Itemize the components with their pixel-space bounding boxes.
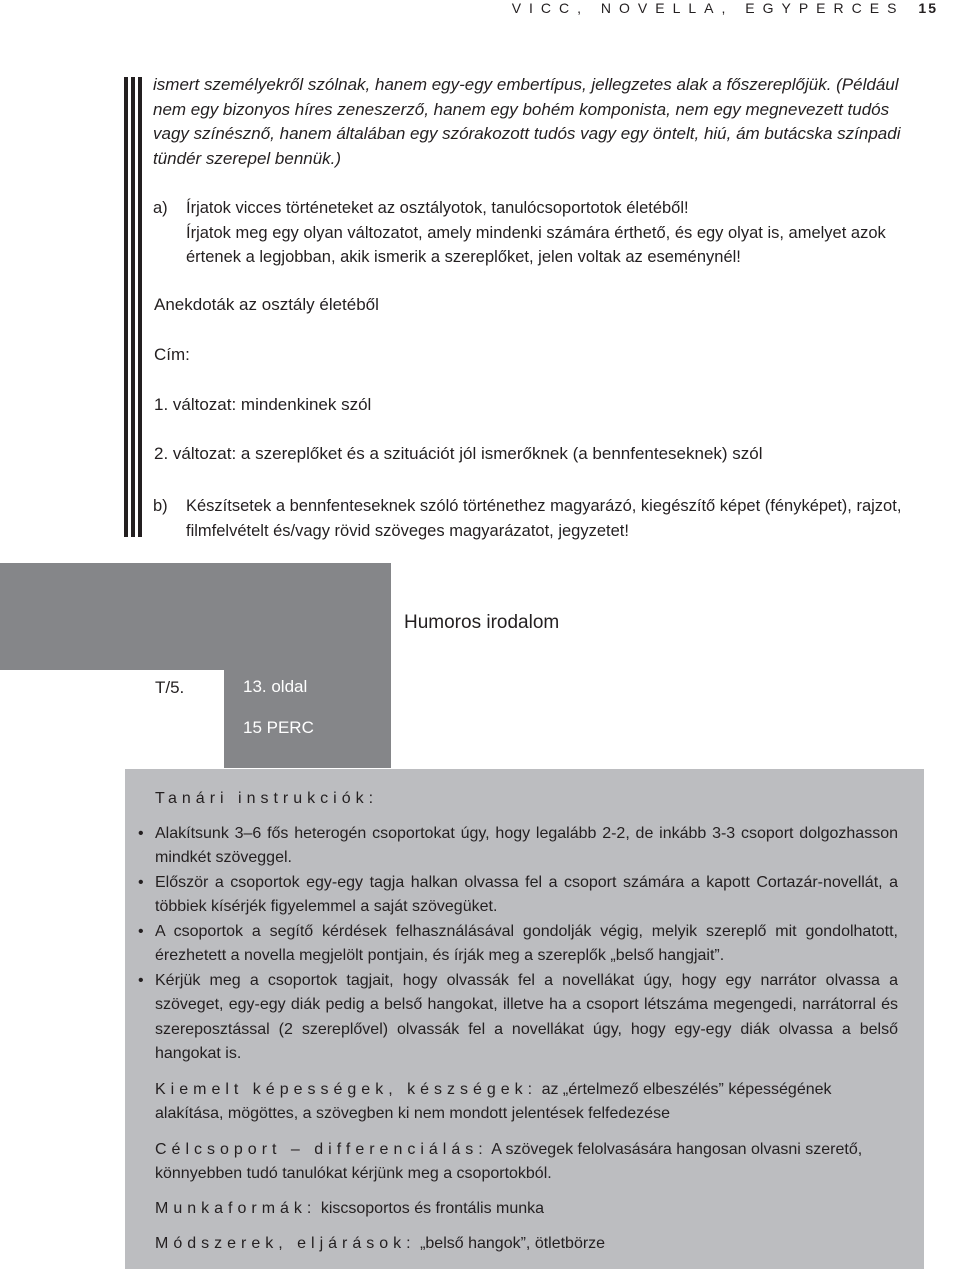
bullet-icon: • <box>138 923 144 940</box>
running-header <box>512 0 938 16</box>
anecdotes-heading: Anekdoták az osztály életéből <box>154 295 379 314</box>
methods-paragraph <box>155 1232 895 1256</box>
work-forms-label: Munkaformák: <box>155 1200 317 1217</box>
instruction-bullet <box>138 920 898 970</box>
task-a-marker: a) <box>153 199 168 217</box>
intro-paragraph: ismert személyekről szólnak, hanem egy-egy embertípus, jellegzetes alak a főszereplőjük. (Például nem egy bizonyos híres zeneszerző, hanem egy bohém komponista, nem egy megnevezett tudós vagy színésznő, hanem általában egy szórakozott tudós vagy egy öntelt, hiú, ám butácska színpadi tündér szerepel bennük.) <box>153 75 901 168</box>
task-a <box>153 196 928 270</box>
version-1: 1. változat: mindenkinek szól <box>154 395 372 414</box>
section-time: 15 PERC <box>243 718 314 737</box>
margin-rule <box>124 77 128 537</box>
instructions-title: Tanári instrukciók: <box>155 790 379 807</box>
methods-label: Módszerek, eljárások: <box>155 1235 416 1252</box>
margin-rule <box>138 77 142 537</box>
title-label: Cím: <box>154 345 190 364</box>
skills-label: Kiemelt képességek, készségek: <box>155 1081 538 1098</box>
task-b-text: Készítsetek a bennfenteseknek szóló történethez magyarázó, kiegészítő képet (fényképet), rajzot, filmfelvételt és/vagy rövid szöveges magyarázatot, jegyzetet! <box>186 497 902 540</box>
skills-paragraph <box>155 1078 895 1127</box>
bullet-text: Alakítsunk 3–6 fős heterogén csoportokat úgy, hogy legalább 2-2, de inkább 3-3 csoport dolgozhasson mindkét szöveggel. <box>155 825 898 867</box>
bullet-text: Először a csoportok egy-egy tagja halkan olvassa fel a csoport számára a kapott Cortazár-novellát, a többiek kísérjék figyelemmel a saját szövegüket. <box>155 874 898 916</box>
section-page-ref: 13. oldal <box>243 677 308 696</box>
version-2: 2. változat: a szereplőket és a szituációt jól ismerőknek (a bennfenteseknek) szól <box>154 444 763 463</box>
bullet-text: A csoportok a segítő kérdések felhasználásával gondolják végig, melyik szereplő mit gondolhatott, érezhetett a novella megjelölt pontjain, és írják meg a szereplők „belső hangjait”. <box>155 923 898 965</box>
work-forms-text: kiscsoportos és frontális munka <box>320 1200 545 1217</box>
skills-text: az „értelmező elbeszélés” képességének alakítása, mögöttes, a szövegben ki nem mondott jelentések felfedezése <box>155 1081 832 1123</box>
instruction-bullet <box>138 822 898 872</box>
task-b <box>153 494 928 544</box>
bullet-icon: • <box>138 825 144 842</box>
section-code: T/5. <box>155 678 185 697</box>
bullet-icon: • <box>138 972 144 989</box>
margin-rule <box>131 77 135 537</box>
instruction-bullet <box>138 969 898 1069</box>
running-title: VICC, NOVELLA, EGYPERCES <box>511 0 905 16</box>
target-label: Célcsoport – differenciálás: <box>155 1141 488 1158</box>
section-band <box>0 563 391 670</box>
section-genre: Humoros irodalom <box>404 612 560 633</box>
bullet-text: Kérjük meg a csoportok tagjait, hogy olvassák fel a novellákat úgy, hogy egy narrátor olvassa a szöveget, egy-egy diák pedig a belső hangokat, illetve ha a csoport létszáma megengedi, narrátorral és szereposztással (2 szereplővel) olvassák fel a novellákat úgy, hogy egy-egy diák olvassa a belső hangokat is. <box>155 972 898 1062</box>
work-forms-paragraph <box>155 1197 895 1221</box>
target-text: A szövegek felolvasására hangosan olvasni szerető, könnyebben tudó tanulókat kérjünk meg a csoportokból. <box>155 1141 863 1183</box>
methods-text: „belső hangok”, ötletbörze <box>420 1235 606 1252</box>
task-b-marker: b) <box>153 497 168 515</box>
instruction-bullet <box>138 871 898 921</box>
bullet-icon: • <box>138 874 144 891</box>
target-paragraph <box>155 1138 895 1187</box>
page-number: 15 <box>918 0 938 16</box>
task-a-line2: Írjatok meg egy olyan változatot, amely mindenki számára érthető, és egy olyat is, amelyet azok értenek a legjobban, akik ismerik a szereplőket, jelen voltak az eseménynél! <box>186 223 886 266</box>
task-a-line1: Írjatok vicces történeteket az osztályotok, tanulócsoportotok életéből! <box>186 199 689 217</box>
